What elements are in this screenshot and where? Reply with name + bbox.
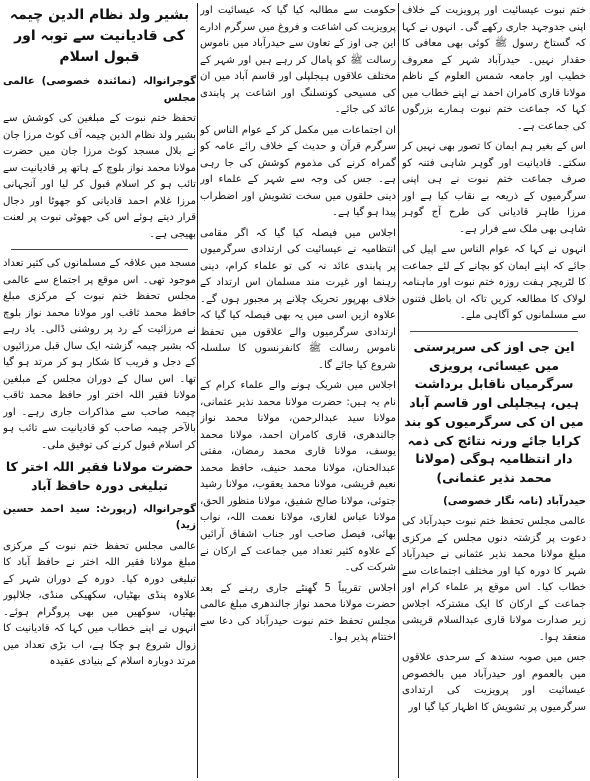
article-paragraph: اجلاس میں شریک ہونے والے علماء کرام کے نام یہ ہیں: حضرت مولانا محمد نذیر عثمانی، مولانا سید عبدالرحمن، مولانا محمد نواز جالندھری، قاری کامران احمد، مولانا محمد یوسف، مولانا قاری محمد رمضان، مفتی عبدالحنان، مولانا محمد حنیف، حافظ محمد نعیم قریشی، مولانا محمد یعقوب، مولانا رشید جتوئی، مولانا صالح شفیق، مولانا منظور الحق، مولانا عباس لغاری، مولانا نعمت اللہ، نواب بھائی، فیصل صاحب اور جناب اشفاق آرائیں کے علاوہ کثیر تعداد میں جماعت کے ارکان نے شرکت کی۔ (200, 380, 396, 574)
article-paragraph: عالمی مجلس تحفظ ختم نبوت حیدرآباد کی دعوت پر گزشتہ دنوں مجلس کے مرکزی مبلغ مولانا محمد نذیر عثمانی نے حیدرآباد شہر کا دورہ کیا اور مختلف اجتماعات سے خطاب کیا۔ اس موقع پر علماء کرام اور جماعت کے ارکان کا ایک مشترکہ اجلاس زیر صدارت مولانا قاری عبدالسلام قریشی منعقد ہوا۔ (402, 516, 586, 643)
article-headline: حضرت مولانا فقیر اللہ اختر کا تبلیغی دورہ حافظ آباد (5, 459, 194, 494)
article-paragraph: حکومت سے مطالبہ کیا گیا کہ عیسائیت اور پرویزیت کی اشاعت و فروغ میں سرگرم ادارے این جی اوز کے تعاون سے حیدرآباد میں ناموس رسالت ﷺ کو پامال کر رہے ہیں اور شہر کے مختلف علاقوں ہیجلپلی اور قاسم آباد میں ان کی مسیحی کونسلنگ اور اشاعت پر پابندی عائد کی جائے۔ (200, 5, 396, 116)
section-divider (410, 331, 578, 332)
article-dateline: گوجرانوالہ (نمائندہ خصوصی) عالمی مجلس (3, 76, 196, 104)
article-dateline: حیدرآباد (نامہ نگار خصوصی) (443, 495, 586, 507)
article-paragraph: ختم نبوت عیسائیت اور پرویزیت کے خلاف اپنی جدوجہد جاری رکھے گی۔ انہوں نے کہا کہ گستاخ رسول ﷺ کوئی بھی معافی کا حقدار نہیں۔ حیدرآباد شہر کے معروف خطیب اور جامعہ شمس العلوم کے ناظم مولانا قاری کامران احمد نے اپنے خطاب میں کہا کہ جماعت ختم نبوت ہمارے بزرگوں کی جماعت ہے۔ (402, 5, 586, 132)
article-paragraph: تحفظ ختم نبوت کے مبلغین کی کوشش سے بشیر ولد نظام الدین چیمہ آف کوٹ مرزا جان نے بلال مسجد کوٹ مرزا جان میں حضرت مولانا محمد نواز بلوچ کے ہاتھ پر قادیانیت سے تائب ہو کر اسلام قبول کر لیا اور آنجہانی مرزا غلام احمد قادیانی کو جھوٹا اور دجال قرار دیتے ہوئے اس کی جھوٹی نبوت پر لعنت بھیجی ہے۔ (3, 113, 196, 240)
article-headline: بشیر ولد نظام الدین چیمہ کی قادیانیت سے توبہ اور قبول اسلام (9, 7, 190, 65)
article-headline: این جی اوز کی سرپرستی میں عیسائی، پرویزی سرگرمیاں ناقابل برداشت ہیں، ہیجلپلی اور قاسم آباد میں ان کی سرگرمیوں کو بند کرایا جائے ورنہ نتائج کی ذمہ دار انتظامیہ ہوگی (مولانا محمد نذیر عثمانی) (404, 338, 584, 486)
article-paragraph: اس کے بغیر ہم ایمان کا تصور بھی نہیں کر سکتے۔ قادیانیت اور گوہر شاہی فتنہ کو صرف جماعت ختم نبوت نے ہی اپنی سرگرمیوں کے ذریعہ بے نقاب کیا ہے اور مرزا طاہر قادیانی کی طرح آج گوہر شاہی بھی ملک سے فرار ہے۔ (402, 141, 586, 235)
column-rule (398, 3, 399, 778)
article-dateline: گوجرانوالہ (رپورٹ: سید احمد حسین زید) (3, 503, 196, 532)
section-divider (11, 249, 188, 250)
article-paragraph: جس میں صوبہ سندھ کے سرحدی علاقوں میں بالعموم اور حیدرآباد میں بالخصوص عیسائیت اور پرویزیت کی ارتدادی سرگرمیوں پر تشویش کا اظہار کیا گیا اور (402, 652, 586, 713)
column-rule (197, 3, 198, 778)
right-column (402, 3, 586, 778)
article-paragraph: عالمی مجلس تحفظ ختم نبوت کے مرکزی مبلغ مولانا فقیر اللہ اختر نے حافظ آباد کا تبلیغی دورہ کیا۔ دورہ کے دوران شہر کے علاوہ پنڈی بھٹیاں، سکھیکی منڈی، جلالپور بھٹیاں، سوکھیں میں بھی پروگرام ہوئے۔ انہوں نے اپنے خطاب میں کہا کہ قادیانیت کا زوال شروع ہو چکا ہے، اب بڑی تعداد میں مرتد دوبارہ اسلام کے بنیادی عقیدہ (3, 540, 196, 668)
left-column (3, 3, 196, 778)
article-paragraph: انہوں نے کہا کہ عوام الناس سے اپیل کی جائے کہ اپنے ایمان کو بچانے کے لئے جماعت کا لٹریچر ہفت روزہ ختم نبوت اور ماہنامہ لولاک کا مطالعہ کریں تاکہ ان باطل فتنوں سے مسلمانوں کو آگاہی ملے۔ (402, 244, 586, 322)
article-paragraph: مسجد میں علاقہ کے مسلمانوں کی کثیر تعداد موجود تھی۔ اس موقع پر اجتماع سے عالمی مجلس تحفظ ختم نبوت کے مرکزی مبلغ حافظ محمد ثاقب اور مولانا محمد نواز بلوچ نے مرزائیت کے رد پر روشنی ڈالی۔ یاد رہے کہ بشیر چیمہ گزشتہ ایک سال قبل مرزائیوں کے دجل و فریب کا شکار ہو کر مرتد ہو گیا تھا۔ اس سال کے دوران مجلس کے مبلغین مولانا فقیر اللہ اختر اور حافظ محمد ثاقب چیمہ صاحب سے مذاکرات جاری رہے۔ اور بالآخر چیمہ صاحب کو قادیانیت سے تائب ہو کر اسلام قبول کرنے کی توفیق ملی۔ (3, 258, 196, 451)
article-paragraph: اجلاس تقریباً 5 گھنٹے جاری رہنے کے بعد حضرت مولانا محمد نواز جالندھری مبلغ عالمی مجلس تحفظ ختم نبوت حیدرآباد کی دعا سے اختتام پذیر ہوا۔ (200, 582, 396, 644)
article-paragraph: اجلاس میں فیصلہ کیا گیا کہ اگر مقامی انتظامیہ نے عیسائیت کی ارتدادی سرگرمیوں پر پابندی عائد نہ کی تو علماء کرام، دینی رہنما اور غیرت مند مسلمان اس ارتداد کے خلاف بھرپور تحریک چلانے پر مجبور ہوں گے۔ علاوہ ازیں اسی میں یہ بھی فیصلہ کیا گیا کہ ارتدادی سرگرمیوں والے علاقوں میں تحفظ ناموس رسالت ﷺ کانفرنسوں کا سلسلہ شروع کیا جائے گا۔ (200, 227, 396, 371)
middle-column (200, 3, 396, 778)
article-paragraph: ان اجتماعات میں مکمل کر کے عوام الناس کو سرگرم قرآن و حدیث کے خلاف رائے عامہ کو گمراہ کرنے کی مذموم کوشش کی جا رہی ہے۔ جس کی وجہ سے شہر کے علماء اور دینی حلقوں میں سخت تشویش اور اضطراب پیدا ہو گیا ہے۔ (200, 124, 396, 219)
